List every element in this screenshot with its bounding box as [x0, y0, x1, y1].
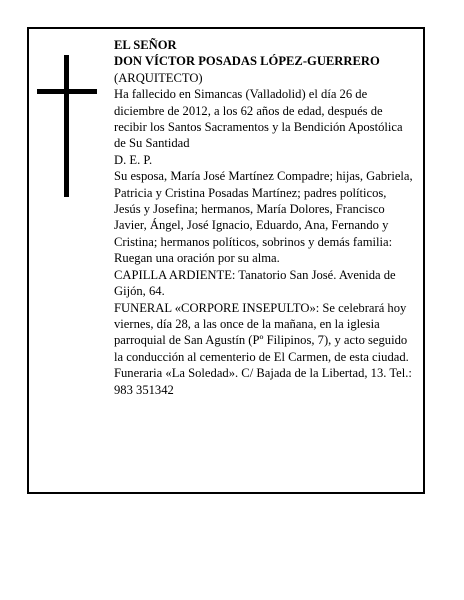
- chapel-info: CAPILLA ARDIENTE: Tanatorio San José. Avenida de Gijón, 64.: [114, 267, 396, 299]
- obituary-text: [114, 37, 414, 398]
- rip-line: D. E. P.: [114, 152, 153, 167]
- cross-icon: [37, 55, 97, 197]
- cross-vertical-bar: [64, 55, 69, 197]
- profession: (ARQUITECTO): [114, 70, 203, 85]
- death-announcement: Ha fallecido en Simancas (Valladolid) el día 26 de diciembre de 2012, a los 62 años de edad, después de recibir los Santos Sacramentos y la Bendición Apostólica de Su Santidad: [114, 87, 403, 151]
- family-list: Su esposa, María José Martínez Compadre; hijas, Gabriela, Patricia y Cristina Posadas Martínez; padres políticos, Jesús y Josefina; hermanos, María Dolores, Francisco Javier, Ángel, José Ignacio, Eduardo, Ana, Fernando y Cristina; hermanos políticos, sobrinos y demás familia:: [114, 169, 413, 249]
- funeral-home-info: Funeraria «La Soledad». C/ Bajada de la Libertad, 13. Tel.: 983 351342: [114, 366, 412, 397]
- title-line-1: EL SEÑOR: [114, 38, 177, 52]
- prayer-request: Ruegan una oración por su alma.: [114, 251, 280, 266]
- cross-horizontal-bar: [37, 89, 97, 94]
- deceased-name: DON VÍCTOR POSADAS LÓPEZ-GUERRERO: [114, 54, 380, 69]
- funeral-info: FUNERAL «CORPORE INSEPULTO»: Se celebrará hoy viernes, día 28, a las once de la mañana, en la iglesia parroquial de San Agustín (Pº Filipinos, 7), y acto seguido la conducción al cementerio de El Carmen, de esta ciudad.: [114, 300, 409, 364]
